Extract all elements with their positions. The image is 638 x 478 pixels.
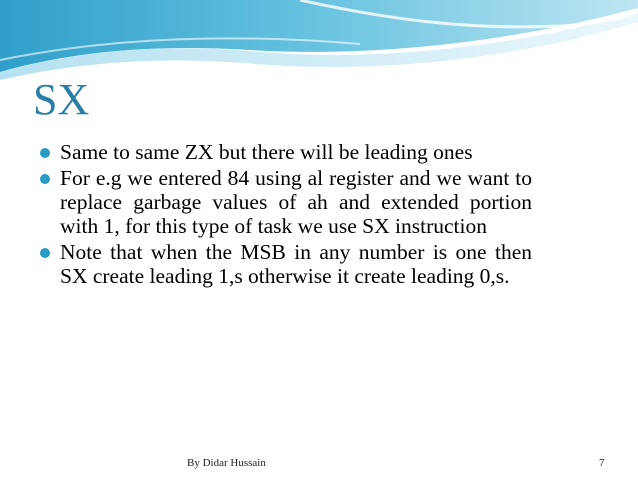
bullet-dot-icon — [40, 148, 50, 158]
bullet-item — [38, 166, 532, 238]
bullet-item — [38, 140, 532, 164]
bullet-text: Note that when the MSB in any number is one then SX create leading 1,s otherwise it create leading 0,s. — [60, 240, 532, 288]
header-wave-decoration — [0, 0, 638, 80]
footer-author: By Didar Hussain — [187, 457, 266, 469]
bullet-text: For e.g we entered 84 using al register and we want to replace garbage values of ah and extended portion with 1, for this type of task we use SX instruction — [60, 166, 532, 238]
bullet-list — [38, 140, 532, 290]
bullet-text: Same to same ZX but there will be leading ones — [60, 140, 473, 164]
bullet-dot-icon — [40, 174, 50, 184]
bullet-item — [38, 240, 532, 288]
bullet-dot-icon — [40, 248, 50, 258]
page-number: 7 — [599, 457, 605, 469]
slide-title: SX — [33, 75, 90, 124]
